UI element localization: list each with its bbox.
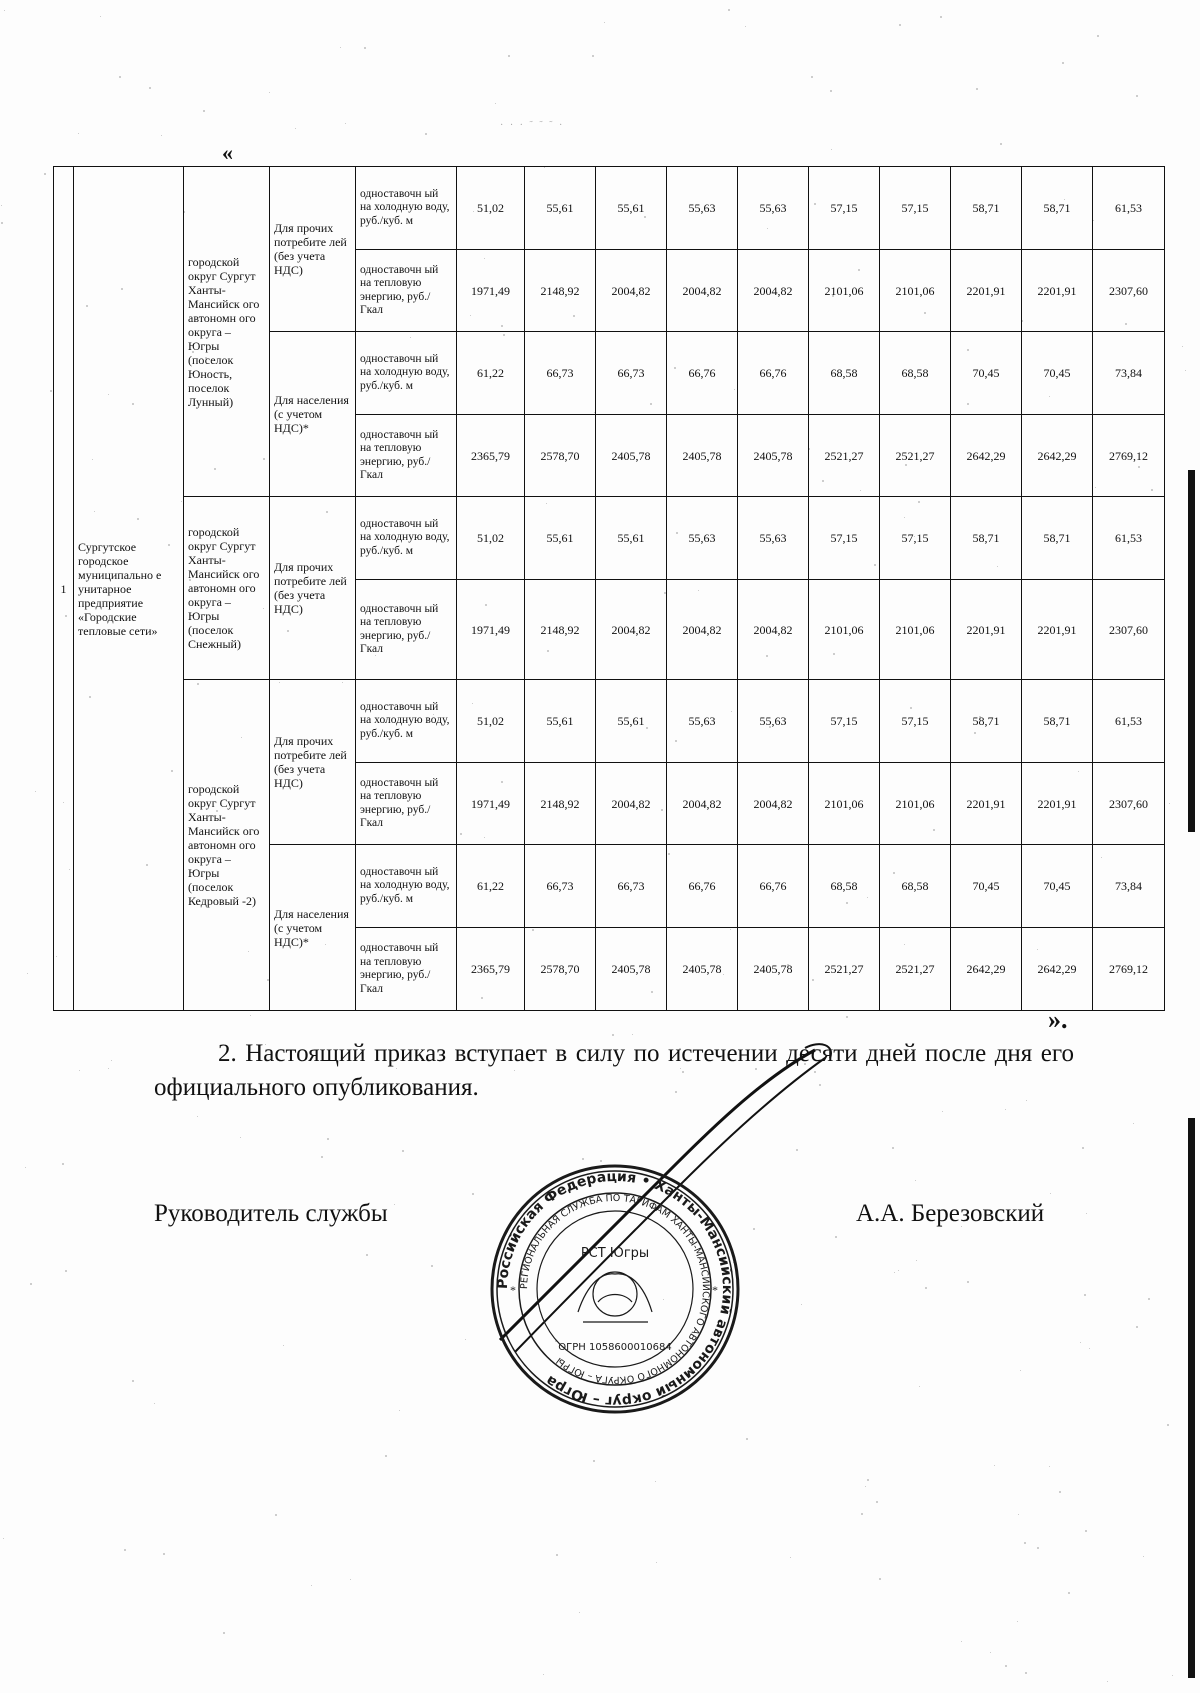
table-row (54, 167, 1165, 250)
tariff-value-cell: 58,71 (951, 680, 1022, 763)
tariff-value-cell: 2101,06 (809, 250, 880, 332)
opening-quote: « (222, 140, 233, 165)
tariff-value-cell: 68,58 (880, 332, 951, 415)
tariff-value-cell: 2405,78 (667, 928, 738, 1011)
closing-quote: ». (1048, 1005, 1068, 1034)
tariff-value-cell: 2405,78 (667, 415, 738, 497)
signatory-name: А.А. Березовский (856, 1200, 1045, 1227)
tariff-value-cell: 66,73 (525, 845, 596, 928)
signatory-title: Руководитель службы (154, 1200, 388, 1227)
consumer-group-cell: Для прочих потребите лей (без учета НДС) (270, 680, 356, 845)
svg-text:*: * (712, 1283, 718, 1297)
tariff-value-cell: 2004,82 (596, 250, 667, 332)
svg-text:РЕГИОНАЛЬНАЯ СЛУЖБА ПО ТАРИФАМ: РЕГИОНАЛЬНАЯ СЛУЖБА ПО ТАРИФАМ ХАНТЫ-МАНСИЙСКОГО АВТОНОМНОГО ОКРУГА – ЮГРЫ (518, 1192, 712, 1386)
tariff-type-cell: одноставочн ый на тепловую энергию, руб./ Гкал (356, 928, 457, 1011)
scan-edge-bar (1188, 470, 1195, 832)
tariff-value-cell: 70,45 (951, 845, 1022, 928)
tariff-value-cell: 57,15 (880, 497, 951, 580)
tariff-type-cell: одноставочн ый на тепловую энергию, руб./ Гкал (356, 250, 457, 332)
tariff-value-cell: 1971,49 (457, 250, 525, 332)
tariff-value-cell: 57,15 (809, 167, 880, 250)
territory-cell: городской округ Сургут Ханты-Мансийск ого автономн ого округа – Югры (поселок Юность, поселок Лунный) (184, 167, 270, 497)
tariff-value-cell: 2405,78 (596, 415, 667, 497)
tariff-table-body (54, 167, 1165, 1011)
tariff-value-cell: 51,02 (457, 680, 525, 763)
tariff-value-cell: 66,73 (596, 845, 667, 928)
tariff-value-cell: 57,15 (809, 497, 880, 580)
tariff-type-cell: одноставочн ый на холодную воду, руб./куб. м (356, 845, 457, 928)
tariff-value-cell: 2578,70 (525, 928, 596, 1011)
tariff-value-cell: 61,53 (1093, 167, 1165, 250)
svg-text:РСТ Югры: РСТ Югры (580, 1246, 650, 1261)
tariff-value-cell: 66,76 (738, 332, 809, 415)
tariff-type-cell: одноставочн ый на холодную воду, руб./куб. м (356, 167, 457, 250)
tariff-value-cell: 2201,91 (1022, 580, 1093, 680)
consumer-group-cell: Для населения (с учетом НДС)* (270, 332, 356, 497)
tariff-value-cell: 55,63 (738, 497, 809, 580)
tariff-value-cell: 2307,60 (1093, 763, 1165, 845)
tariff-value-cell: 58,71 (951, 167, 1022, 250)
svg-text:ОГРН 1058600010684: ОГРН 1058600010684 (558, 1342, 672, 1353)
territory-cell: городской округ Сургут Ханты-Мансийск ого автономн ого округа – Югры (поселок Снежный) (184, 497, 270, 680)
tariff-value-cell: 55,61 (596, 497, 667, 580)
tariff-value-cell: 58,71 (1022, 497, 1093, 580)
row-number-cell: 1 (54, 167, 74, 1011)
tariff-value-cell: 2004,82 (667, 580, 738, 680)
tariff-value-cell: 2004,82 (738, 763, 809, 845)
tariff-value-cell: 2521,27 (880, 415, 951, 497)
tariff-value-cell: 2201,91 (951, 250, 1022, 332)
tariff-type-cell: одноставочн ый на тепловую энергию, руб./ Гкал (356, 580, 457, 680)
tariff-value-cell: 61,53 (1093, 497, 1165, 580)
tariff-value-cell: 2201,91 (1022, 763, 1093, 845)
tariff-value-cell: 55,63 (667, 167, 738, 250)
tariff-value-cell: 55,61 (525, 680, 596, 763)
tariff-type-cell: одноставочн ый на холодную воду, руб./куб. м (356, 680, 457, 763)
tariff-value-cell: 55,63 (667, 497, 738, 580)
tariff-type-cell: одноставочн ый на холодную воду, руб./куб. м (356, 497, 457, 580)
tariff-value-cell: 58,71 (951, 497, 1022, 580)
tariff-value-cell: 2004,82 (667, 250, 738, 332)
tariff-value-cell: 66,76 (667, 845, 738, 928)
tariff-value-cell: 2642,29 (951, 415, 1022, 497)
tariff-value-cell: 57,15 (809, 680, 880, 763)
tariff-value-cell: 58,71 (1022, 680, 1093, 763)
tariff-value-cell: 2148,92 (525, 763, 596, 845)
tariff-value-cell: 2521,27 (809, 928, 880, 1011)
scan-edge-bar (1188, 1118, 1195, 1678)
official-stamp (488, 1162, 742, 1416)
tariff-value-cell: 61,22 (457, 845, 525, 928)
tariff-value-cell: 57,15 (880, 680, 951, 763)
tariff-value-cell: 2101,06 (880, 763, 951, 845)
tariff-value-cell: 2201,91 (951, 580, 1022, 680)
tariff-value-cell: 2201,91 (1022, 250, 1093, 332)
tariff-table (53, 166, 1165, 1011)
tariff-value-cell: 68,58 (809, 332, 880, 415)
svg-text:*: * (510, 1283, 516, 1297)
tariff-value-cell: 55,63 (738, 167, 809, 250)
tariff-value-cell: 2405,78 (596, 928, 667, 1011)
tariff-value-cell: 55,63 (738, 680, 809, 763)
tariff-value-cell: 2004,82 (738, 250, 809, 332)
tariff-value-cell: 61,53 (1093, 680, 1165, 763)
tariff-value-cell: 66,76 (667, 332, 738, 415)
tariff-type-cell: одноставочн ый на тепловую энергию, руб./ Гкал (356, 763, 457, 845)
order-paragraph: 2. Настоящий приказ вступает в силу по истечении десяти дней после дня его официального опубликования. (154, 1040, 1074, 1101)
consumer-group-cell: Для населения (с учетом НДС)* (270, 845, 356, 1011)
tariff-value-cell: 1971,49 (457, 763, 525, 845)
tariff-value-cell: 2405,78 (738, 415, 809, 497)
consumer-group-cell: Для прочих потребите лей (без учета НДС) (270, 167, 356, 332)
scan-smudge: · · · ˜ ˜ ˜ · (500, 120, 565, 131)
svg-text:Российская Федерация • Ханты-М: Российская Федерация • Ханты-Мансийский автономный округ – Югра (494, 1168, 736, 1410)
tariff-value-cell: 2307,60 (1093, 250, 1165, 332)
tariff-value-cell: 2578,70 (525, 415, 596, 497)
tariff-value-cell: 70,45 (1022, 332, 1093, 415)
tariff-value-cell: 2642,29 (951, 928, 1022, 1011)
tariff-value-cell: 55,61 (596, 167, 667, 250)
tariff-value-cell: 2521,27 (880, 928, 951, 1011)
tariff-value-cell: 70,45 (1022, 845, 1093, 928)
tariff-value-cell: 2307,60 (1093, 580, 1165, 680)
tariff-value-cell: 1971,49 (457, 580, 525, 680)
tariff-value-cell: 2004,82 (596, 763, 667, 845)
tariff-value-cell: 55,61 (525, 497, 596, 580)
tariff-value-cell: 2148,92 (525, 250, 596, 332)
tariff-type-cell: одноставочн ый на холодную воду, руб./куб. м (356, 332, 457, 415)
tariff-value-cell: 2101,06 (809, 763, 880, 845)
tariff-value-cell: 2769,12 (1093, 928, 1165, 1011)
tariff-value-cell: 55,61 (596, 680, 667, 763)
tariff-value-cell: 2521,27 (809, 415, 880, 497)
tariff-value-cell: 51,02 (457, 497, 525, 580)
organization-cell: Сургутское городское муниципально е унитарное предприятие «Городские тепловые сети» (74, 167, 184, 1011)
tariff-value-cell: 73,84 (1093, 845, 1165, 928)
tariff-value-cell: 58,71 (1022, 167, 1093, 250)
consumer-group-cell: Для прочих потребите лей (без учета НДС) (270, 497, 356, 680)
tariff-value-cell: 2101,06 (880, 250, 951, 332)
tariff-value-cell: 66,76 (738, 845, 809, 928)
tariff-value-cell: 70,45 (951, 332, 1022, 415)
table-row (54, 497, 1165, 580)
tariff-value-cell: 55,61 (525, 167, 596, 250)
tariff-value-cell: 2405,78 (738, 928, 809, 1011)
tariff-value-cell: 2004,82 (596, 580, 667, 680)
tariff-value-cell: 2004,82 (667, 763, 738, 845)
tariff-value-cell: 68,58 (809, 845, 880, 928)
tariff-value-cell: 68,58 (880, 845, 951, 928)
tariff-value-cell: 2769,12 (1093, 415, 1165, 497)
tariff-value-cell: 61,22 (457, 332, 525, 415)
tariff-value-cell: 51,02 (457, 167, 525, 250)
tariff-value-cell: 2101,06 (880, 580, 951, 680)
tariff-value-cell: 2642,29 (1022, 928, 1093, 1011)
tariff-value-cell: 2101,06 (809, 580, 880, 680)
territory-cell: городской округ Сургут Ханты-Мансийск ого автономн ого округа – Югры (поселок Кедровый -2) (184, 680, 270, 1011)
tariff-value-cell: 57,15 (880, 167, 951, 250)
tariff-value-cell: 2201,91 (951, 763, 1022, 845)
tariff-value-cell: 2148,92 (525, 580, 596, 680)
tariff-value-cell: 2004,82 (738, 580, 809, 680)
tariff-value-cell: 66,73 (596, 332, 667, 415)
tariff-value-cell: 55,63 (667, 680, 738, 763)
tariff-value-cell: 66,73 (525, 332, 596, 415)
table-row (54, 680, 1165, 763)
tariff-value-cell: 2642,29 (1022, 415, 1093, 497)
tariff-value-cell: 2365,79 (457, 415, 525, 497)
tariff-value-cell: 73,84 (1093, 332, 1165, 415)
tariff-value-cell: 2365,79 (457, 928, 525, 1011)
tariff-type-cell: одноставочн ый на тепловую энергию, руб./ Гкал (356, 415, 457, 497)
